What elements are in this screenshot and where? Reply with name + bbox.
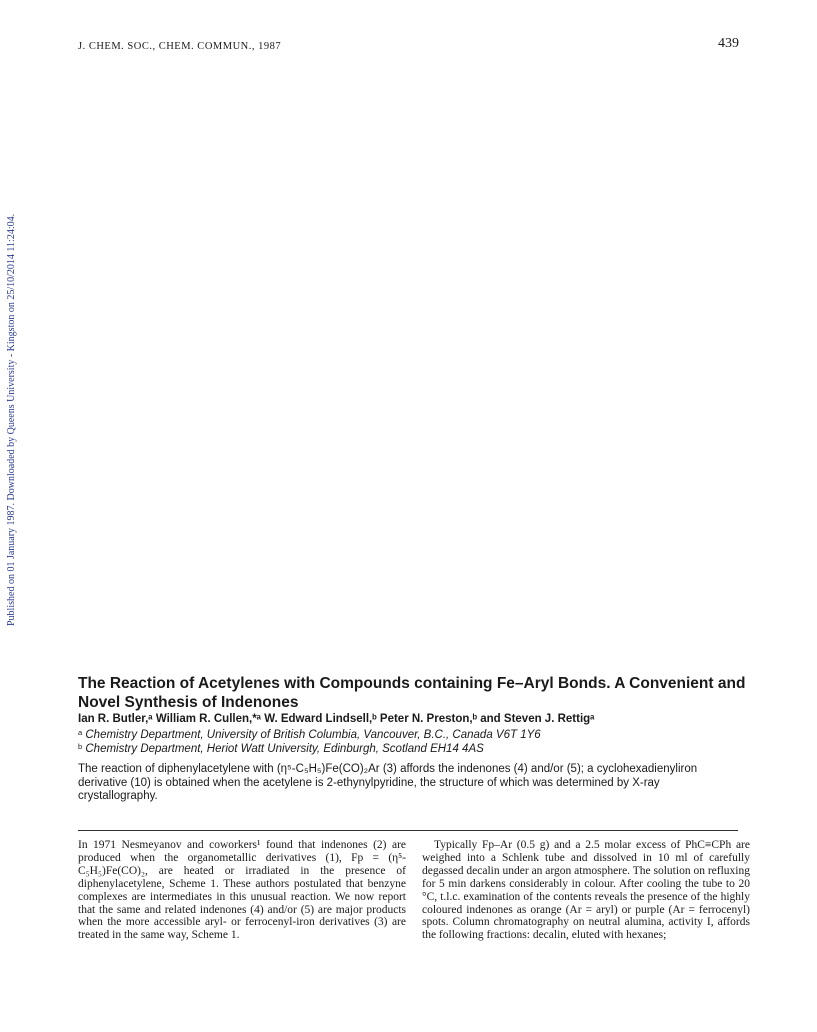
abstract: The reaction of diphenylacetylene with (η⁵-C₅H₅)Fe(CO)₂Ar (3) affords the indenones (4) and/or (5); a cyclohexadienyliron derivative (10) is obtained when the acetylene is 2-ethynylpyridine, the structure of which was determined by X-ray crystallography. — [78, 763, 698, 802]
affiliation-b — [78, 740, 758, 756]
body-paragraph-left: In 1971 Nesmeyanov and coworkers¹ found that indenones (2) are produced when the organometallic derivatives (1), Fp = (η⁵-C₅H₅)Fe(CO)₂, are heated or irradiated in the presence of diphenylacetylene, Scheme 1. These authors postulated that benzyne complexes are intermediates in this unusual reaction. We now report that the same and related indenones (4) and/or (5) are major products when the more accessible aryl- or ferrocenyl-iron derivatives (3) are treated in the same way, Scheme 1. — [78, 839, 406, 942]
affiliation-a-mark: a — [78, 728, 83, 737]
article-title: The Reaction of Acetylenes with Compounds containing Fe–Aryl Bonds. A Convenient and Novel Synthesis of Indenones — [78, 675, 746, 711]
affiliation-a-text: Chemistry Department, University of British Columbia, Vancouver, B.C., Canada V6T 1Y6 — [85, 729, 541, 741]
download-notice: Published on 01 January 1987. Downloaded by Queens University - Kingston on 25/10/2014 11:24:04. — [6, 213, 17, 626]
body-column-left — [78, 839, 406, 942]
affiliation-b-mark: b — [78, 742, 83, 751]
body-column-right — [422, 839, 750, 942]
running-head: J. CHEM. SOC., CHEM. COMMUN., 1987 — [78, 41, 282, 52]
author-list: Ian R. Butler,ᵃ William R. Cullen,*ᵃ W. Edward Lindsell,ᵇ Peter N. Preston,ᵇ and Steven J. Rettigᵃ — [78, 713, 595, 725]
page-number: 439 — [718, 36, 739, 51]
affiliation-b-text: Chemistry Department, Heriot Watt University, Edinburgh, Scotland EH14 4AS — [85, 743, 484, 755]
abstract-divider — [78, 830, 738, 831]
body-paragraph-right: Typically Fp–Ar (0.5 g) and a 2.5 molar excess of PhC≡CPh are weighed into a Schlenk tube and dissolved in 10 ml of carefully degassed decalin under an argon atmosphere. The solution on refluxing for 5 min darkens considerably in colour. After cooling the tube to 20 °C, t.l.c. examination of the contents reveals the presence of the highly coloured indenones as orange (Ar = aryl) or purple (Ar = ferrocenyl) spots. Column chromatography on neutral alumina, activity I, affords the following fractions: decalin, eluted with hexanes; — [422, 839, 750, 942]
